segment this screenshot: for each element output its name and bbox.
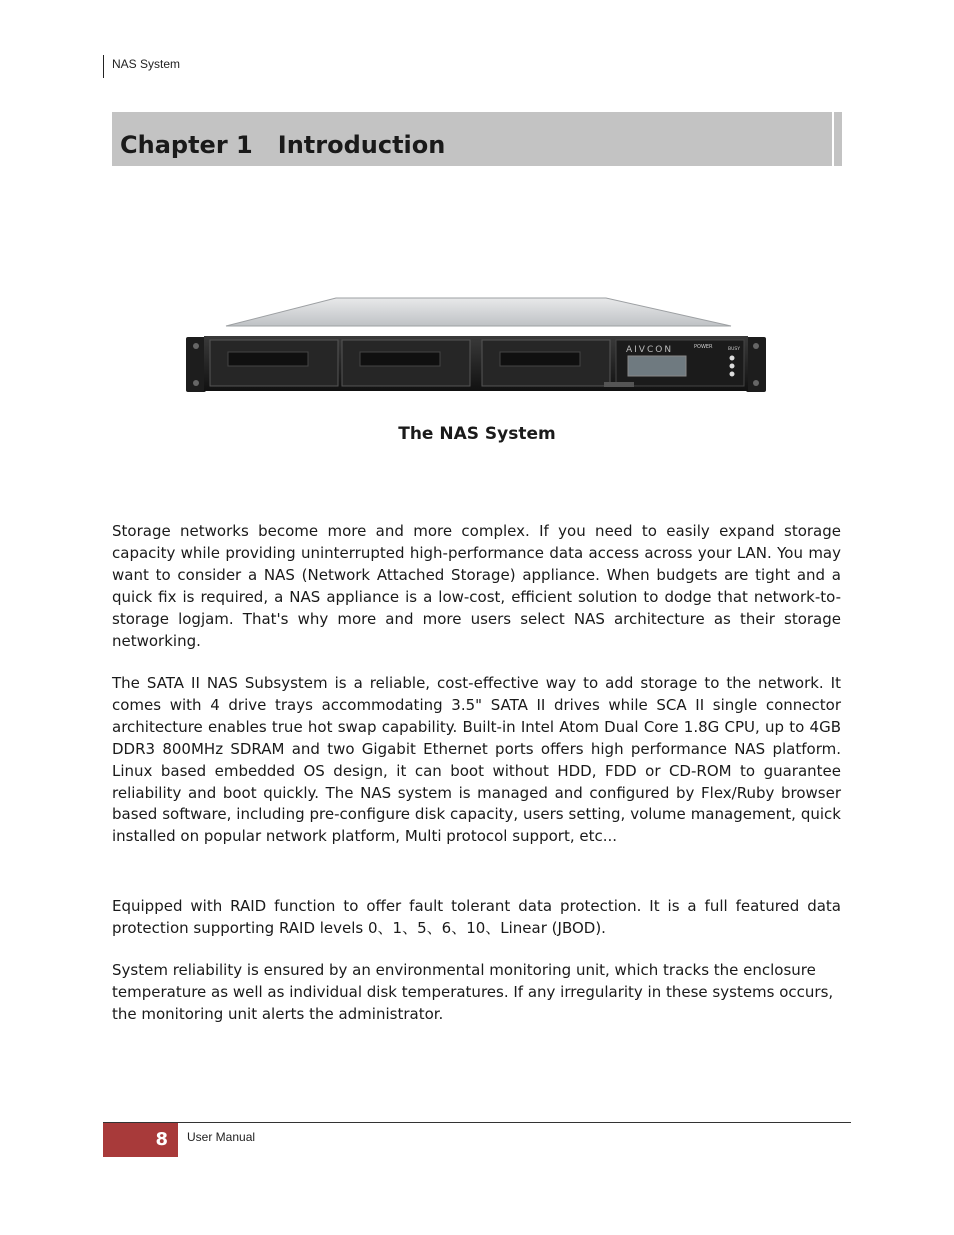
chapter-title: Chapter 1 Introduction [120,131,446,159]
svg-text:POWER: POWER [694,344,713,350]
svg-text:BUSY: BUSY [728,347,740,352]
body-paragraph: Equipped with RAID function to offer fault tolerant data protection. It is a full featured data protection supporting RAID levels 0、1、5、6、10、Linear (JBOD). [112,897,841,937]
body-paragraph: Storage networks become more and more complex. If you need to easily expand storage capacity while providing uninterrupted high-performance data access across your LAN. You may want to consider a NAS (Network Attached Storage) appliance. When budgets are tight and a quick fix is required, a NAS appliance is a low-cost, efficient solution to dodge that network-to-storage logjam. That's why more and more users select NAS architecture as their storage networking. [112,522,841,650]
header-rule [103,55,104,78]
body-paragraph: System reliability is ensured by an environmental monitoring unit, which tracks the enclosure temperature as well as individual disk temperatures. If any irregularity in these systems occurs, the monitoring unit alerts the administrator. [112,961,834,1023]
figure-caption: The NAS System [398,424,556,444]
running-header: NAS System [112,57,181,71]
body-paragraph: The SATA II NAS Subsystem is a reliable, cost-effective way to add storage to the network. It comes with 4 drive trays accommodating 3.5" SATA II drives while SCA II single connector architecture enables true hot swap capability. Built-in Intel Atom Dual Core 1.8G CPU, up to 4GB DDR3 800MHz SDRAM and two Gigabit Ethernet ports offers high performance NAS platform. Linux based embedded OS design, it can boot without HDD, FDD or CD-ROM to guarantee reliability and boot quickly. The NAS system is managed and configured by Flex/Ruby browser based software, including pre-configure disk capacity, users setting, volume management, quick installed on popular network platform, Multi protocol support, etc... [112,674,841,846]
running-footer: User Manual [187,1130,256,1144]
drive-tray-1 [210,340,338,386]
page-number: 8 [155,1129,168,1150]
chapter-heading-bar [112,112,842,166]
footer-rule [103,1122,851,1123]
heading-bar-edge [832,112,834,166]
svg-text:AIVCON: AIVCON [626,345,674,355]
nas-device-image [186,296,766,396]
page-number-box [103,1123,178,1157]
drive-tray-3 [482,340,610,386]
drive-tray-2 [342,340,470,386]
